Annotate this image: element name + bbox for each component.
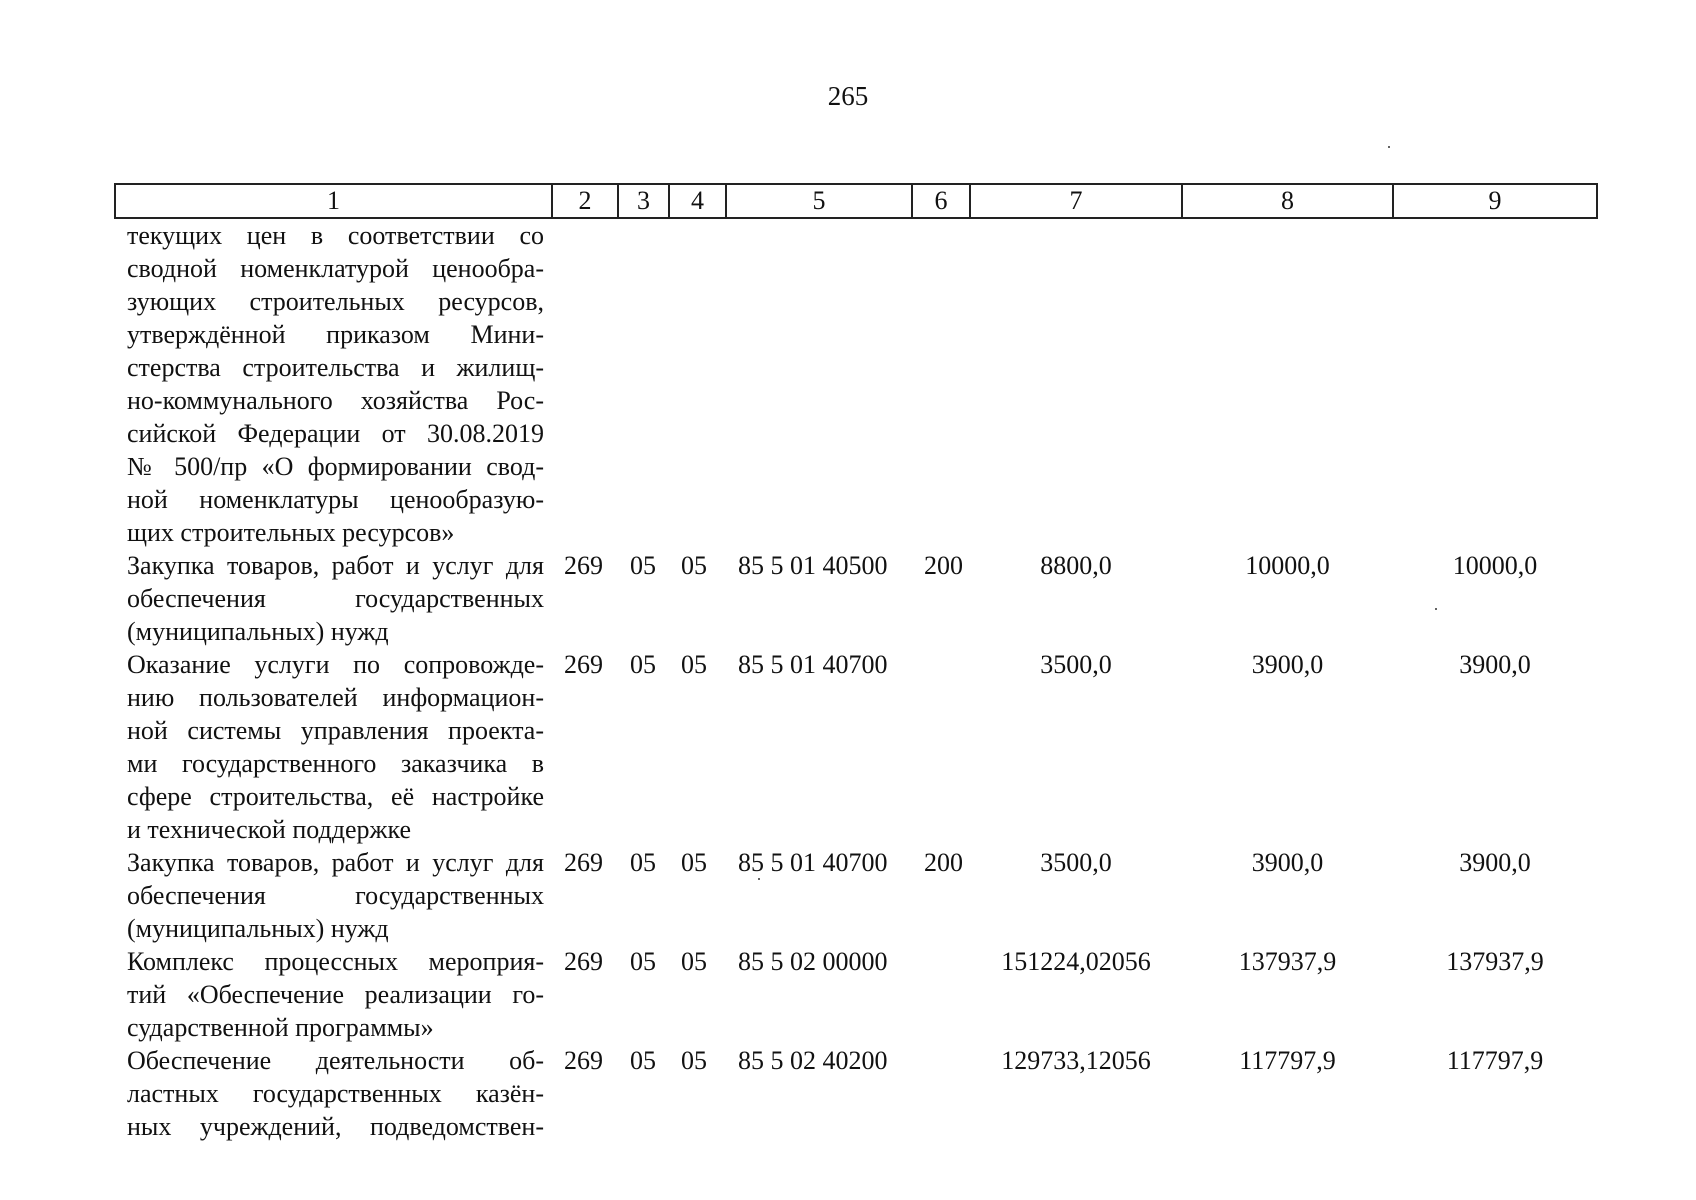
- name-line: (муниципальных) нужд: [127, 914, 389, 943]
- cell-amount-8: 10000,0: [1245, 551, 1330, 580]
- name-line: сийской Федерации от 30.08.2019: [127, 419, 544, 448]
- row-name: [115, 549, 552, 648]
- cell-target-article: 85 5 02 40200: [738, 1046, 888, 1075]
- name-line: зующих строительных ресурсов,: [127, 287, 544, 316]
- name-line: Закупка товаров, работ и услуг для: [127, 551, 544, 580]
- header-cell: 4: [669, 184, 726, 218]
- cell-amount-9: 3900,0: [1459, 848, 1531, 877]
- name-line: стерства строительства и жилищ-: [127, 353, 544, 382]
- cell-admin-code: 269: [564, 848, 603, 877]
- cell-amount-9: 117797,9: [1446, 1046, 1544, 1075]
- row-name: [115, 1044, 552, 1143]
- cell-section: 05: [630, 1046, 656, 1075]
- cell-amount-9: 137937,9: [1446, 947, 1544, 976]
- cell-subsection: 05: [681, 650, 707, 679]
- name-line: ных учреждений, подведомствен-: [127, 1112, 544, 1141]
- row-name: [115, 218, 552, 549]
- name-line: утверждённой приказом Мини-: [127, 320, 544, 349]
- cell-amount-7: 3500,0: [1040, 650, 1112, 679]
- cell-admin-code: 269: [564, 1046, 603, 1075]
- name-line: сударственной программы»: [127, 1013, 434, 1042]
- header-cell: 2: [552, 184, 618, 218]
- cell-subsection: [669, 218, 726, 549]
- cell-target-article: 85 5 01 40700: [738, 650, 888, 679]
- cell-expense-type: [912, 648, 970, 846]
- cell-amount-7: 129733,12056: [1001, 1046, 1151, 1075]
- cell-amount-8: 3900,0: [1251, 848, 1324, 877]
- cell-expense-type: [912, 945, 970, 1044]
- header-cell: 9: [1393, 184, 1597, 218]
- cell-admin-code: 269: [564, 947, 603, 976]
- name-line: ной системы управления проекта-: [127, 716, 544, 745]
- cell-target-article: 85 5 01 40500: [738, 551, 888, 580]
- cell-amount-7: [970, 218, 1182, 549]
- scan-speck: [1388, 146, 1390, 148]
- cell-target-article: [726, 218, 912, 549]
- name-line: нию пользователей информацион-: [127, 683, 544, 712]
- cell-section: 05: [630, 650, 656, 679]
- name-line: щих строительных ресурсов»: [127, 518, 455, 547]
- cell-amount-9: [1393, 218, 1597, 549]
- name-line: (муниципальных) нужд: [127, 617, 389, 646]
- budget-table: [114, 183, 1598, 1143]
- table-row: [115, 945, 1597, 1044]
- header-cell: 1: [115, 184, 552, 218]
- table-header-row: [115, 184, 1597, 218]
- name-line: тий «Обеспечение реализации го-: [127, 980, 544, 1009]
- cell-amount-8: 137937,9: [1238, 947, 1337, 976]
- header-cell: 7: [970, 184, 1182, 218]
- cell-amount-7: 3500,0: [1040, 848, 1112, 877]
- name-line: и технической поддержке: [127, 815, 411, 844]
- cell-admin-code: 269: [564, 551, 603, 580]
- cell-amount-9: 10000,0: [1452, 551, 1538, 580]
- cell-amount-7: 8800,0: [1040, 551, 1112, 580]
- name-line: обеспечения государственных: [127, 881, 544, 910]
- name-line: Оказание услуги по сопровожде-: [127, 650, 544, 679]
- table-row: [115, 648, 1597, 846]
- cell-amount-7: 151224,02056: [1001, 947, 1151, 976]
- name-line: ми государственного заказчика в: [127, 749, 544, 778]
- cell-amount-8: 117797,9: [1239, 1046, 1336, 1075]
- header-cell: 5: [726, 184, 912, 218]
- cell-section: 05: [630, 848, 656, 877]
- name-line: ластных государственных казён-: [127, 1079, 544, 1108]
- cell-expense-type: 200: [924, 551, 963, 580]
- cell-section: [618, 218, 669, 549]
- cell-admin-code: [552, 218, 618, 549]
- name-line: ной номенклатуры ценообразую-: [127, 485, 544, 514]
- cell-target-article: 85 5 02 00000: [738, 947, 888, 976]
- cell-expense-type: 200: [924, 848, 963, 877]
- name-line: № 500/пр «О формировании свод-: [127, 452, 544, 481]
- header-cell: 8: [1182, 184, 1393, 218]
- cell-amount-8: [1182, 218, 1393, 549]
- cell-target-article: 85 5 01 40700: [738, 848, 888, 877]
- table-row: [115, 846, 1597, 945]
- header-cell: 6: [912, 184, 970, 218]
- cell-section: 05: [630, 551, 656, 580]
- name-line: обеспечения государственных: [127, 584, 544, 613]
- cell-expense-type: [912, 218, 970, 549]
- header-cell: 3: [618, 184, 669, 218]
- name-line: но-коммунального хозяйства Рос-: [127, 386, 544, 415]
- row-name: [115, 846, 552, 945]
- cell-section: 05: [630, 947, 656, 976]
- cell-expense-type: [912, 1044, 970, 1143]
- name-line: сводной номенклатурой ценообра-: [127, 254, 544, 283]
- table-row: [115, 1044, 1597, 1143]
- cell-subsection: 05: [681, 1046, 707, 1075]
- name-line: текущих цен в соответствии со: [127, 221, 544, 250]
- name-line: Обеспечение деятельности об-: [127, 1046, 544, 1075]
- cell-amount-8: 3900,0: [1251, 650, 1324, 679]
- cell-amount-9: 3900,0: [1459, 650, 1531, 679]
- table-row: [115, 218, 1597, 549]
- name-line: сфере строительства, её настройке: [127, 782, 544, 811]
- cell-subsection: 05: [681, 551, 707, 580]
- cell-subsection: 05: [681, 947, 707, 976]
- cell-subsection: 05: [681, 848, 707, 877]
- name-line: Закупка товаров, работ и услуг для: [127, 848, 544, 877]
- name-line: Комплекс процессных мероприя-: [127, 947, 544, 976]
- table-row: [115, 549, 1597, 648]
- row-name: [115, 945, 552, 1044]
- row-name: [115, 648, 552, 846]
- cell-admin-code: 269: [564, 650, 603, 679]
- page-number: 265: [827, 81, 869, 111]
